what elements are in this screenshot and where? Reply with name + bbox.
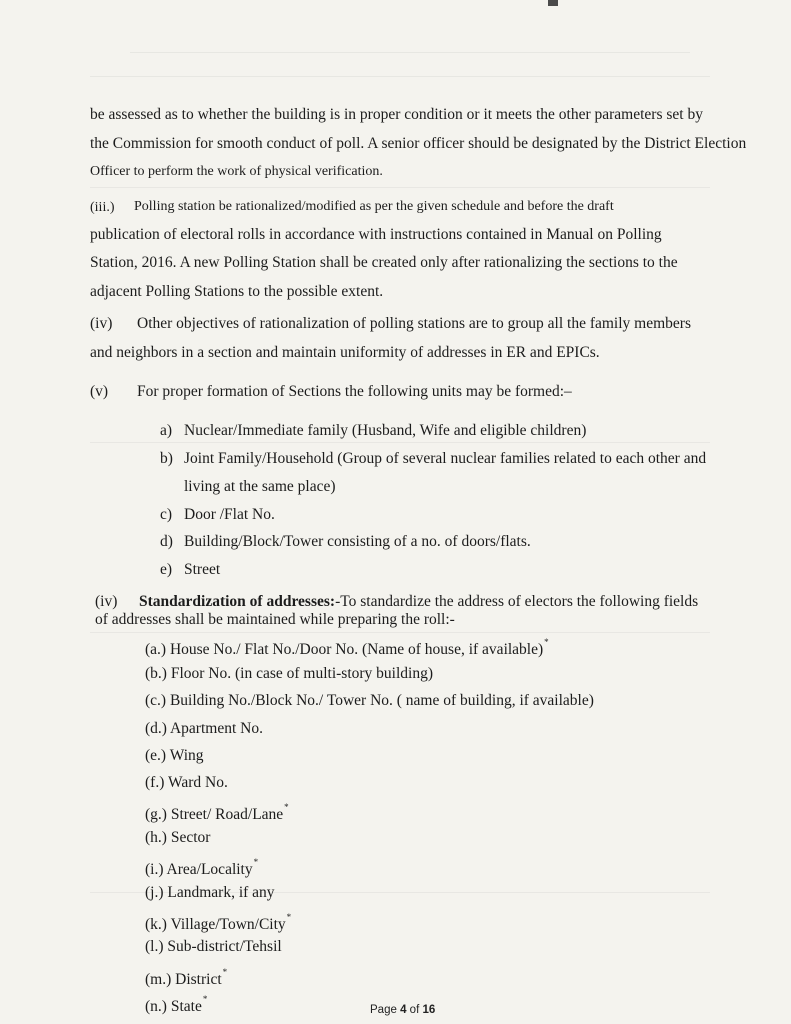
address-field-marker: (f.): [145, 774, 165, 791]
footer-current-page: 4: [400, 1004, 407, 1016]
footer-total-pages: 16: [422, 1004, 436, 1016]
mandatory-asterisk: *: [544, 637, 549, 647]
unit-e-text: Street: [184, 561, 221, 578]
address-field-text: Building No./Block No./ Tower No. ( name of building, if available): [169, 692, 594, 709]
address-field-marker: (h.): [145, 829, 167, 846]
address-field-item: [145, 800, 289, 825]
item-iii-line-3: Station, 2016. A new Polling Station shall be created only after rationalizing the sections to the: [90, 254, 678, 271]
address-field-item: [145, 965, 227, 990]
address-field-marker: (g.): [145, 806, 167, 824]
address-field-marker: (m.): [145, 971, 172, 989]
unit-b-text: Joint Family/Household (Group of several nuclear families related to each other and: [184, 450, 707, 467]
address-field-item: [145, 937, 282, 957]
address-field-marker: (c.): [145, 692, 167, 709]
address-field-text: Sub-district/Tehsil: [167, 938, 282, 955]
footer-of-word: of: [409, 1004, 420, 1016]
address-field-text: House No./ Flat No./Door No. (Name of house, if available): [169, 641, 544, 659]
address-field-item: [145, 910, 291, 935]
address-field-marker: (b.): [145, 665, 167, 682]
address-field-text: Ward No.: [167, 774, 228, 791]
address-field-marker: (e.): [145, 747, 167, 764]
address-field-item: [145, 773, 228, 793]
address-field-marker: (j.): [145, 884, 164, 901]
address-field-text: Landmark, if any: [167, 884, 275, 901]
page-footer: [370, 1004, 435, 1016]
paragraph-1-line-1: be assessed as to whether the building is in proper condition or it meets the other parameters set by: [90, 106, 703, 123]
address-field-item: [145, 746, 204, 766]
item-iii-line-4: adjacent Polling Stations to the possible extent.: [90, 283, 384, 300]
address-field-item: [145, 691, 594, 711]
standardization-line-2: of addresses shall be maintained while preparing the roll:-: [95, 611, 455, 628]
address-field-item: [145, 828, 210, 848]
unit-c-marker: c): [160, 506, 173, 523]
item-v-text: For proper formation of Sections the following units may be formed:–: [137, 383, 572, 400]
paragraph-1-line-2: the Commission for smooth conduct of poll. A senior officer should be designated by the District Election: [90, 135, 747, 152]
standardization-heading: Standardization of addresses:: [139, 593, 336, 610]
address-field-marker: (a.): [145, 641, 167, 659]
item-iii-line-2: publication of electoral rolls in accordance with instructions contained in Manual on Polling: [90, 226, 662, 243]
address-field-text: Area/Locality: [166, 861, 253, 879]
unit-a-marker: a): [160, 422, 173, 439]
item-iii-line-1: Polling station be rationalized/modified as per the given schedule and before the draft: [134, 199, 614, 214]
item-iii-label: (iii.): [90, 200, 115, 215]
item-iv-label: (iv): [90, 315, 113, 332]
standardization-line-1: Standardization of addresses:-To standardize the address of electors the following fields: [139, 593, 699, 610]
address-field-marker: (d.): [145, 720, 167, 737]
address-field-item: [145, 992, 207, 1017]
unit-b-continuation: living at the same place): [184, 478, 336, 495]
standardization-label: (iv): [95, 593, 118, 610]
mandatory-asterisk: *: [253, 857, 259, 867]
unit-b-marker: b): [160, 450, 173, 467]
mandatory-asterisk: *: [202, 994, 208, 1004]
address-field-text: Floor No. (in case of multi-story building): [170, 665, 434, 682]
address-field-item: [145, 883, 275, 903]
address-field-text: Street/ Road/Lane: [170, 806, 284, 824]
address-field-text: Apartment No.: [169, 720, 263, 737]
address-field-marker: (l.): [145, 938, 164, 955]
mandatory-asterisk: *: [286, 912, 292, 922]
item-iv-line-1: Other objectives of rationalization of polling stations are to group all the family members: [137, 315, 691, 332]
unit-c-text: Door /Flat No.: [184, 506, 275, 523]
unit-d-text: Building/Block/Tower consisting of a no. of doors/flats.: [184, 533, 531, 550]
address-field-marker: (i.): [145, 861, 164, 879]
mandatory-asterisk: *: [284, 802, 289, 812]
address-field-item: [145, 719, 263, 739]
item-iv-line-2: and neighbors in a section and maintain uniformity of addresses in ER and EPICs.: [90, 344, 600, 361]
address-field-text: District: [175, 971, 222, 989]
unit-e-marker: e): [160, 561, 173, 578]
address-field-text: State: [170, 998, 202, 1016]
paragraph-1-line-3: Officer to perform the work of physical verification.: [90, 164, 383, 179]
footer-page-word: Page: [370, 1004, 397, 1016]
address-field-item: [145, 855, 258, 880]
address-field-marker: (k.): [145, 916, 167, 934]
unit-d-marker: d): [160, 533, 173, 550]
unit-a-text: Nuclear/Immediate family (Husband, Wife and eligible children): [184, 422, 587, 439]
address-field-item: [145, 664, 433, 684]
address-field-marker: (n.): [145, 998, 167, 1016]
address-field-text: Village/Town/City: [170, 916, 286, 934]
address-field-text: Wing: [169, 747, 204, 764]
mandatory-asterisk: *: [222, 967, 228, 977]
item-v-label: (v): [90, 383, 109, 400]
address-field-text: Sector: [170, 829, 211, 846]
address-field-item: [145, 635, 549, 660]
